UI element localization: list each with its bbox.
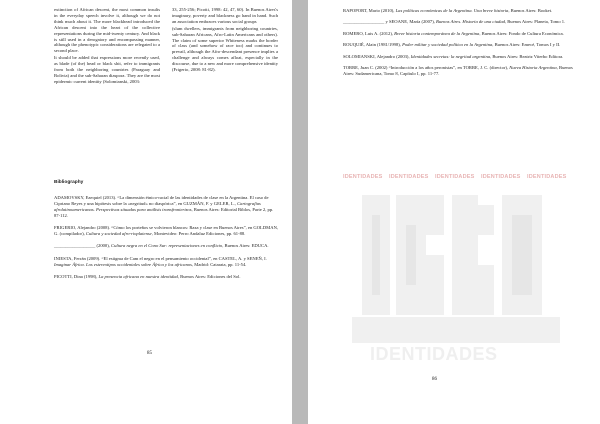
reference-item: FRIGERIO, Alejandro (2008). “Cómo los porteños se volvieron blancos: Raza y clase en Buenos Aires”, en GOLDMAN, G. (compilador), Cultura y sociedad afro-rioplatense, Montevideo: Perro Andaluz Ediciones, pp. 61-88. xyxy=(54,225,279,236)
paragraph: (slum dwellers, immigrants from neighboring countries, sub-Saharan Africans, Afro-Latin Americans and others). The claim of some superior Whiteness marks the border of class (and somehow of race too) and continues to prevail, although the Afro-descendant presence implies a challenge and always comes afloat, especially in the discourse, due to a new and more comprehensive identity (Frigerio, 2008: 81-82). xyxy=(172,25,278,73)
paragraph: 33, 255-256; Picotti, 1998: 42, 47, 60). In Buenos Aires's imaginary, poverty and blackness go hand in hand. Such an association embraces various social groups xyxy=(172,7,278,24)
banner-word: IDENTIDADES xyxy=(481,174,521,180)
banner-word: IDENTIDADES xyxy=(343,174,383,180)
bibliography-continued xyxy=(343,8,583,82)
identidades-watermark-logo xyxy=(352,195,560,345)
reference-item: ROMERO, Luis A. (2012), Breve historia contemporánea de la Argentina, Buenos Aires: Fondo de Cultura Económica. xyxy=(343,30,564,36)
reference-item: ADAMOVSKY, Ezequiel (2013). “La dimensión étnico-racial de las identidades de clase en la Argentina. El caso de Cipriano Reyes y una hipótesis sobre la «negritud» no diaspórica”, en GUZMÁN, F. y GELER, L., Cartografías afrolatinoamericanas. Perspectivas situadas para análisis transfronterizos, Buenos Aires: Editorial Biblos, Parte 2, pp. 87-112. xyxy=(54,194,274,218)
banner-word: IDENTIDADES xyxy=(435,174,475,180)
reference-item: RAPOPORT, Mario (2010), Las políticas económicas de la Argentina. Una breve historia, Buenos Aires: Booket. xyxy=(343,8,553,13)
bibliography xyxy=(54,180,280,286)
page-number: 86 xyxy=(432,377,437,382)
left-page xyxy=(0,0,292,424)
paragraph: It should be added that expressions more recently used, as blade (of the) head or black shit, refer to immigrants from both the neighboring countries (Paraguay and Bolivia) and the sub-Saharan diaspora. They are the most epidermic current identity (Solomianski, 2003: xyxy=(54,55,160,84)
logo-wordmark: IDENTIDADES xyxy=(370,344,498,364)
reference-item: __________________ y SEOANE, María (2007), Buenos Aires. Historia de una ciudad, Buenos Aires: Planeta, Tomo 1. xyxy=(343,19,566,25)
bibliography-heading: Bibliography xyxy=(54,180,84,185)
reference-item: INIESTA, Ferrán (2009). “El estigma de Cam el negro en el pensamiento occidental”, en CASTEL, A. y SENEÑ, I. Imaginar África. Los estereotipos occidentales sobre África y los africanos, Madrid: Catarata, pp. 11-54. xyxy=(54,255,267,267)
reference-item: __________________ (2000), Cultura negra en el Cono Sur: representaciones en conflicto, Buenos Aires: EDUCA. xyxy=(54,243,269,249)
identidades-banner xyxy=(343,174,571,183)
reference-item: PICOTTI, Dina (1998), La presencia africana en nuestra identidad, Buenos Aires: Ediciones del Sol. xyxy=(54,274,241,280)
left-text-column-2 xyxy=(172,7,278,74)
banner-word: IDENTIDADES xyxy=(389,174,429,180)
page-number: 85 xyxy=(147,351,152,356)
reference-item: TORRE, Juan C. (2002) “Introducción a los años peronistas”, en TORRE, J. C. (director), Nueva Historia Argentina, Buenos Aires: Sudamericana, Tomo 8, Capítulo I, pp. 11-77. xyxy=(343,65,573,76)
paragraph: extinction of African descent, the most common insults in the everyday speech involve it, although we do not think much about it. The more blackhead introduced the African descent into the heart of the collective representations during the mid-twenty century. And black is still used in a derogatory and encompassing manner, although the phenotypic considerations are relegated to a second place. xyxy=(54,7,160,54)
reference-item: SOLOMIANSKI, Alejandro (2003), Identidades secretas: la negritud argentina, Buenos Aires: Beatriz Viterbo Editora. xyxy=(343,53,564,59)
reference-item: ROUQUIÉ, Alain (1981/1998), Poder militar y sociedad política en la Argentina, Buenos Aires: Emecé, Tomos I y II. xyxy=(343,42,561,48)
left-text-column-1 xyxy=(54,7,160,86)
banner-word: IDENTIDADES xyxy=(527,174,567,180)
right-page xyxy=(308,0,600,424)
